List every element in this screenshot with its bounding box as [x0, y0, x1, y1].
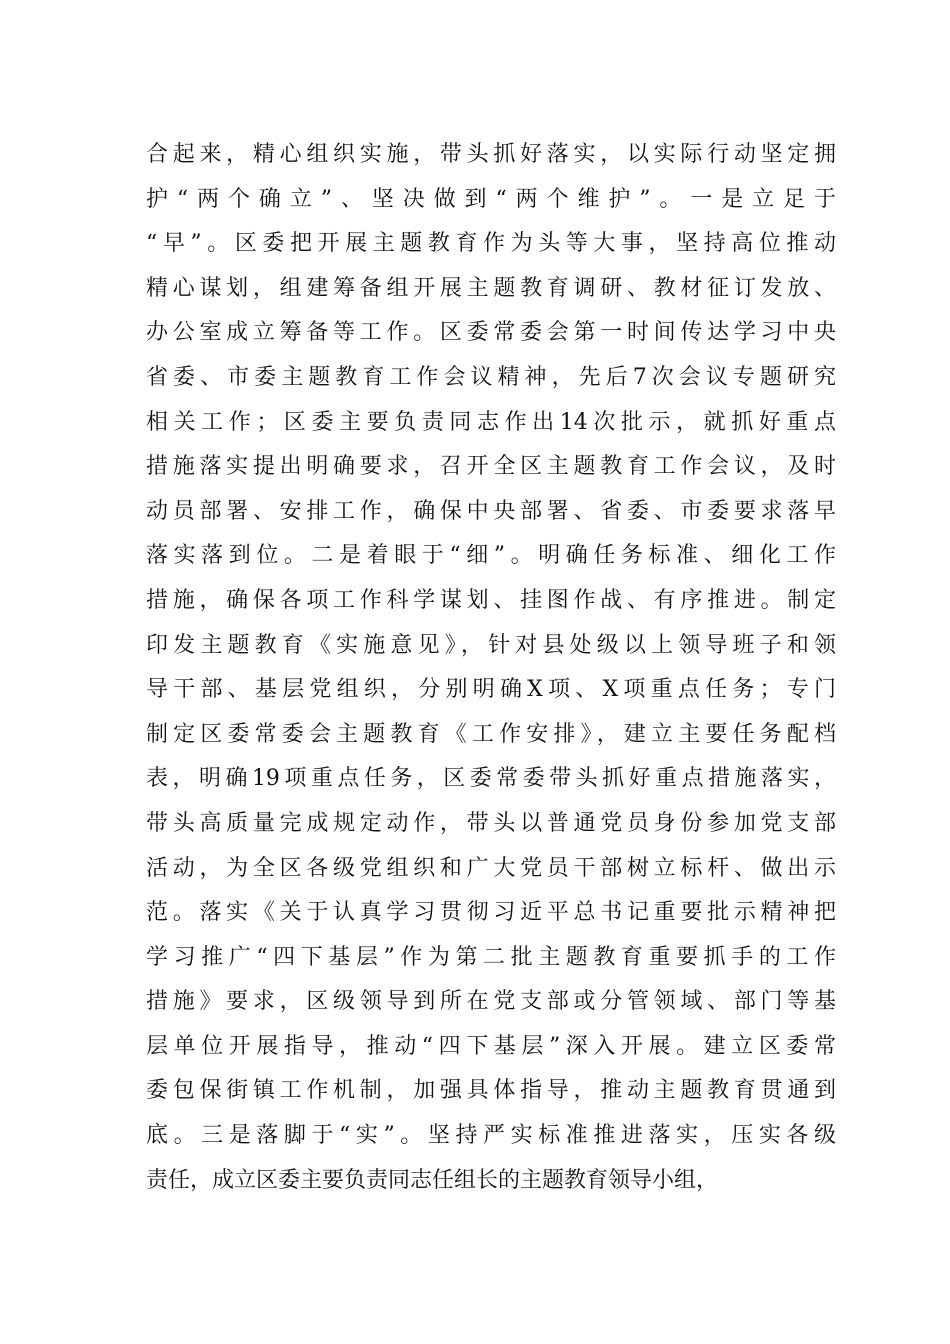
text-line: 学习推广“四下基层”作为第二批主题教育重要抓手的工作 [146, 944, 836, 970]
text-line: 落实落到位。二是着眼于“细”。明确任务标准、细化工作 [146, 543, 836, 569]
text-line: 省委、市委主题教育工作会议精神，先后7次会议专题研究 [146, 364, 836, 390]
text-line: 范。落实《关于认真学习贯彻习近平总书记重要批示精神把 [146, 900, 836, 926]
text-line: 精心谋划，组建筹备组开展主题教育调研、教材征订发放、 [146, 275, 836, 301]
text-line: 层单位开展指导，推动“四下基层”深入开展。建立区委常 [146, 1033, 836, 1059]
text-line: 相关工作；区委主要负责同志作出14次批示，就抓好重点 [146, 409, 836, 435]
text-line: 印发主题教育《实施意见》，针对县处级以上领导班子和领 [146, 632, 836, 658]
text-line: 合起来，精心组织实施，带头抓好落实，以实际行动坚定拥 [146, 142, 836, 167]
text-line: 导干部、基层党组织，分别明确X项、X项重点任务；专门 [146, 677, 836, 703]
text-line: 带头高质量完成规定动作，带头以普通党员身份参加党支部 [146, 810, 836, 836]
text-line: “早”。区委把开展主题教育作为头等大事，坚持高位推动 [146, 231, 836, 257]
text-line: 动员部署、安排工作，确保中央部署、省委、市委要求落早 [146, 498, 836, 524]
text-line: 底。三是落脚于“实”。坚持严实标准推进落实，压实各级 [146, 1123, 836, 1149]
text-line: 委包保街镇工作机制，加强具体指导，推动主题教育贯通到 [146, 1078, 836, 1104]
text-line: 表，明确19项重点任务，区委常委带头抓好重点措施落实， [146, 766, 836, 792]
text-line: 护“两个确立”、坚决做到“两个维护”。一是立足于 [146, 186, 836, 212]
text-line: 措施，确保各项工作科学谋划、挂图作战、有序推进。制定 [146, 587, 836, 613]
text-line: 活动，为全区各级党组织和广大党员干部树立标杆、做出示 [146, 855, 836, 881]
text-line: 措施》要求，区级领导到所在党支部或分管领域、部门等基 [146, 989, 836, 1015]
text-line: 制定区委常委会主题教育《工作安排》，建立主要任务配档 [146, 721, 836, 747]
text-line: 办公室成立筹备等工作。区委常委会第一时间传达学习中央 [146, 320, 836, 346]
text-line: 责任，成立区委主要负责同志任组长的主题教育领导小组， [146, 1167, 719, 1193]
text-line: 措施落实提出明确要求，召开全区主题教育工作会议，及时 [146, 454, 836, 480]
body-text [146, 133, 836, 1203]
